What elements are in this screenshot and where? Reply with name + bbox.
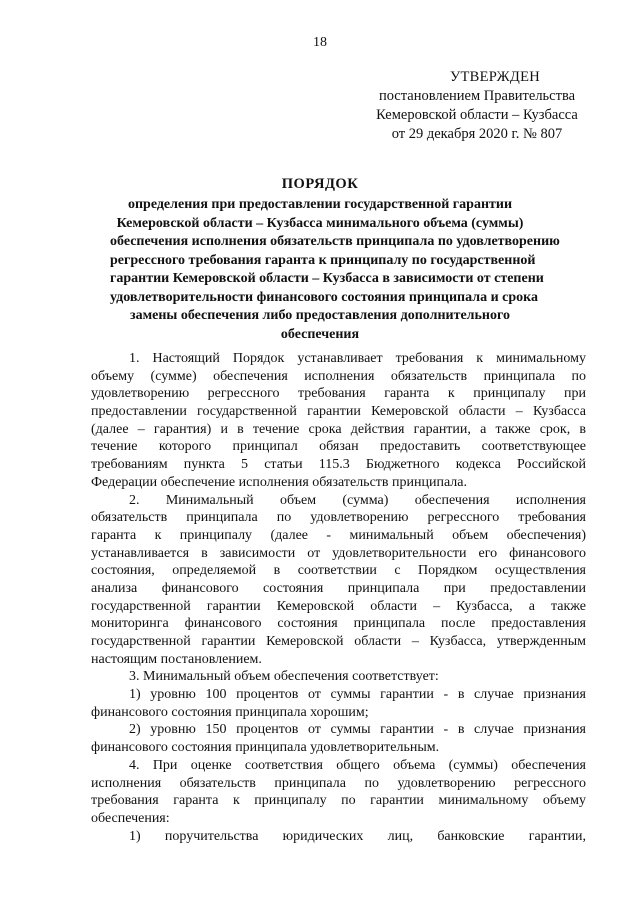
document-body [91, 350, 586, 845]
body-line: объему (сумме) обеспечения исполнения обязательств принципала по [91, 368, 586, 384]
approval-block [362, 68, 592, 144]
body-line: 2. Минимальный объем (сумма) обеспечения исполнения [129, 492, 586, 508]
body-line: анализа финансового состояния принципала при предоставлении [91, 580, 586, 596]
body-line: исполнения обязательств принципала по удовлетворению регрессного [91, 775, 586, 791]
approval-line-2: Кемеровской области – Кузбасса [376, 107, 578, 123]
body-line: состояния, определяемой в соответствии с Порядком осуществления [91, 563, 586, 579]
body-line: гаранта к принципалу (далее - минимальный объем обеспечения) [91, 527, 586, 543]
subtitle-line: Кемеровской области – Кузбасса минимального объема (суммы) [116, 215, 524, 231]
body-line: предоставлении государственной гарантии Кемеровской области – Кузбасса [91, 404, 586, 420]
body-line: обязательств принципала по удовлетворению регрессного требования [91, 510, 586, 526]
body-line: (далее – гарантия) и в течение срока действия гарантии, а также срок, в [91, 421, 586, 437]
approval-line-1: постановлением Правительства [378, 88, 576, 104]
subtitle-line: обеспечения [280, 326, 360, 342]
body-line: устанавливается в зависимости от удовлетворительности его финансового [91, 545, 586, 561]
document-subtitle [110, 196, 560, 344]
body-line: удовлетворению регрессного требования гаранта к принципалу при [91, 386, 586, 402]
body-line: 3. Минимальный объем обеспечения соответствует: [129, 669, 439, 685]
body-line: 1. Настоящий Порядок устанавливает требования к минимальному [129, 351, 586, 366]
document-title: ПОРЯДОК [281, 176, 359, 192]
body-line: обеспечения: [91, 810, 170, 826]
body-line: 1) поручительства юридических лиц, банковские гарантии, [129, 828, 586, 844]
body-line: 2) уровню 150 процентов от суммы гарантии - в случае признания [129, 722, 586, 738]
page-number: 18 [313, 35, 327, 50]
body-line: течение которого принципал обязан предоставить соответствующее [91, 439, 586, 455]
body-line: требования гаранта к принципалу по гарантии минимальному объему [91, 793, 586, 809]
body-line: настоящим постановлением. [91, 651, 262, 667]
body-line: 4. При оценке соответствия общего объема (суммы) обеспечения [129, 757, 586, 773]
subtitle-line: замены обеспечения либо предоставления дополнительного [129, 308, 511, 323]
subtitle-line: гарантии Кемеровской области – Кузбасса в зависимости от степени [110, 271, 544, 286]
body-line: Федерации обеспечение исполнения обязательств принципала. [91, 474, 468, 490]
approval-line-3: от 29 декабря 2020 г. № 807 [391, 126, 563, 142]
approval-heading: УТВЕРЖДЕН [449, 69, 541, 85]
body-line: государственной гарантии Кемеровской области – Кузбасса, а также [91, 598, 586, 614]
body-line: государственной гарантии Кемеровской области – Кузбасса, утвержденным [91, 634, 586, 649]
subtitle-line: регрессного требования гаранта к принципалу по государственной [110, 252, 536, 268]
body-line: финансового состояния принципала удовлетворительным. [91, 740, 440, 756]
body-line: мониторинга финансового состояния принципала после предоставления [91, 616, 586, 632]
body-line: финансового состояния принципала хорошим; [91, 704, 369, 720]
body-line: 1) уровню 100 процентов от суммы гарантии - в случае признания [129, 687, 586, 703]
body-line: требованиям пункта 5 статьи 115.3 Бюджетного кодекса Российской [91, 457, 586, 473]
subtitle-line: обеспечения исполнения обязательств принципала по удовлетворению [110, 234, 560, 249]
subtitle-line: удовлетворительности финансового состояния принципала и срока [110, 289, 539, 305]
subtitle-line: определения при предоставлении государственной гарантии [127, 197, 513, 212]
